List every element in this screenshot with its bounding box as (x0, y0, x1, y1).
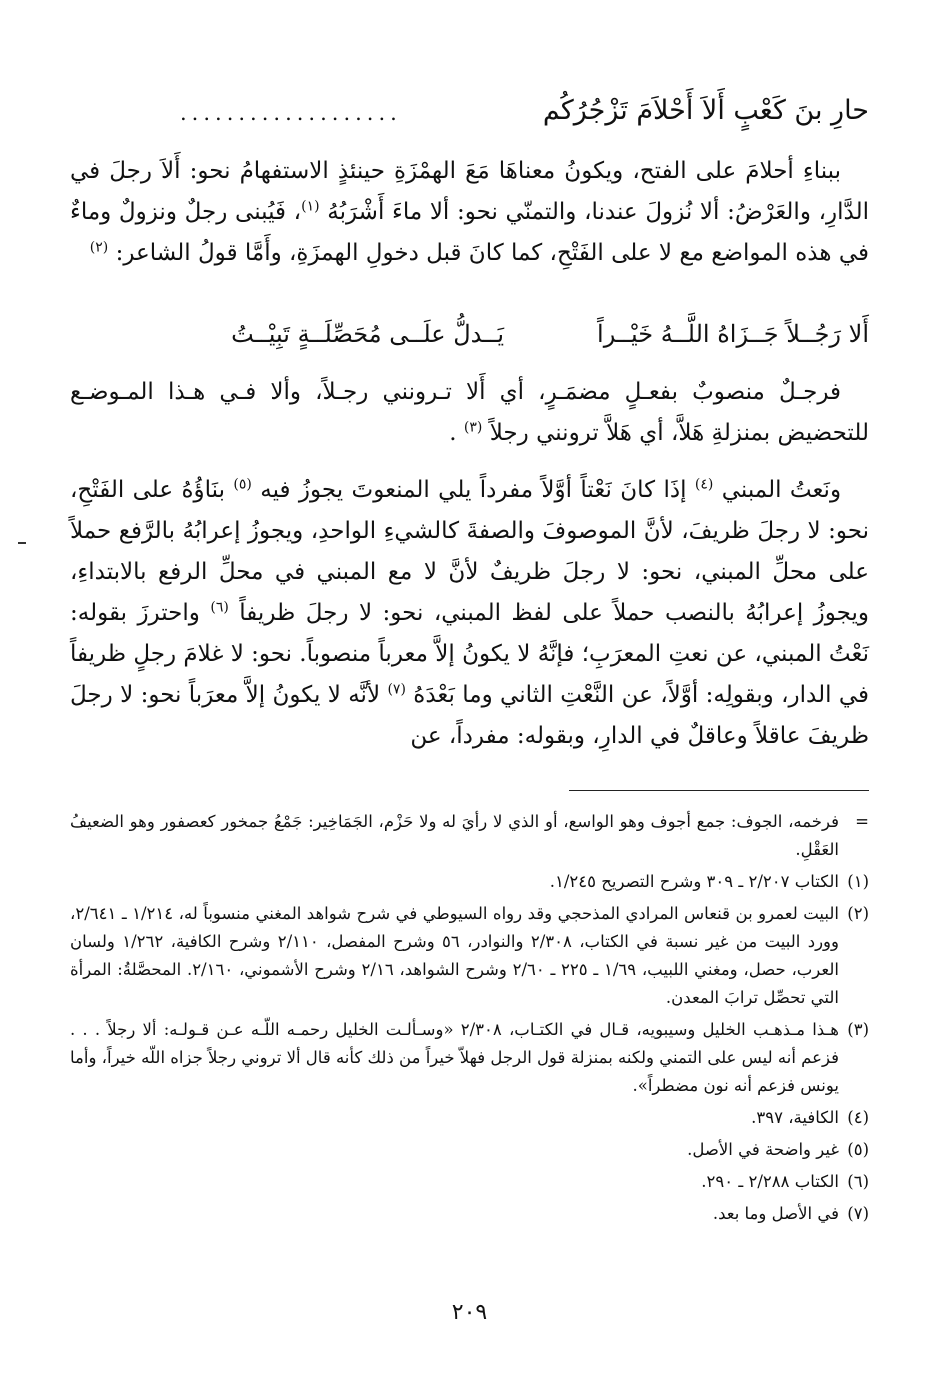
paragraph-text: لأنَّه لا يكونُ إلاَّ معرَباً نحو: لا رجلَ ظريفَ عاقلاً وعاقلٌ في الدارِ، وبقوله: مفرداً، عن (70, 682, 869, 749)
paragraph-text: بنَاؤُهُ على الفَتْحِ، نحو: لا رجلَ ظريفَ، لأنَّ الموصوفَ والصفةَ كالشيءِ الواحدِ، ويجوزُ إعرابُهُ بالرَّفع حملاً على محلِّ المبني، نحو: لا رجلَ ظريفٌ لأنَّ لا مع المبني في محلِّ الرفع بالابتداءِ، ويجوزُ إعرابُهُ بالنصب حملاً على لفظ المبني، نحو: لا رجلَ ظريفاً (70, 477, 870, 626)
paragraph (70, 151, 869, 274)
paragraph-text: . (449, 420, 457, 446)
footnote-ref: (١) (301, 198, 320, 215)
paragraph (70, 470, 869, 757)
footnote-text: غير واضحة في الأصل. (687, 1140, 839, 1159)
footnote-text: الكافية، ٣٩٧. (751, 1108, 839, 1127)
page-number: ٢٠٩ (451, 1300, 488, 1325)
opening-verse (70, 95, 869, 141)
paragraph (70, 372, 869, 454)
paragraph-text: ، فَيُبنى رجلٌ ونزولٌ وماءٌ في هذه المواضع مع لا على الفَتْحِ، كما كانَ قبل دخولِ الهمزَةِ، وأَمَّا قولُ الشاعر: (70, 199, 869, 266)
footnote-marker: (٥) (847, 1140, 869, 1159)
footnote-marker: (٤) (847, 1108, 869, 1127)
paragraph-text: ونَعتُ المبني (721, 477, 842, 503)
footnote-marker: (٧) (847, 1204, 869, 1223)
footnote-marker: (٢) (847, 904, 869, 923)
footnote-marker: (١) (847, 872, 869, 891)
footnote-ref: (٢) (89, 239, 109, 256)
footnote-text: فرخمه، الجوف: جمع أجوف وهو الواسع، أو الذي لا رأيَ له ولا حَزْم، الجَمَاخِير: جَمْعُ جمخور كعصفور وهو الضعيفُ العَقْلِ. (70, 812, 839, 859)
footnote-3 (70, 1016, 869, 1100)
footnote-ref: (٧) (387, 681, 406, 698)
footnote-text: الكتاب ٢/٢٨٨ ـ ٢٩٠. (701, 1172, 839, 1191)
footnote-text: هـذا مـذهـب الخليل وسيبويه، قـال في الكتـاب، ٢/٣٠٨ «وسـألـت الخليل رحمـه اللّـه عـن قـولـه: ألا رجلاً . . . فزعم أنه ليس على التمني ولكنه بمنزلة قول الرجل فهلاّ خيراً من ذلك كأنه قال ألا تروني رجلاً جزاه اللّه خيراً، وأما يونس فزعم أنه نون مضطراً». (70, 1020, 839, 1095)
paragraph-text: إذَا كانَ نَعْتاً أوَّلاً مفرداً يلي المنعوتَ يجوزُ فيه (260, 477, 687, 503)
quoted-verse (70, 320, 869, 364)
ellipsis-dots: ................... (180, 101, 402, 125)
footnote-ref: (٤) (694, 476, 714, 493)
footnote-text: في الأصل وما بعد. (712, 1204, 839, 1223)
footnote-marker: (٦) (847, 1172, 869, 1191)
footnote-marker: = (855, 812, 869, 831)
gutter-mark (18, 542, 26, 544)
footnote-7 (70, 1200, 869, 1228)
footnote-6 (70, 1168, 869, 1196)
footnote-1 (70, 868, 869, 896)
footnote-5 (70, 1136, 869, 1164)
footnote-continued (70, 808, 869, 864)
paragraph-text: فرجـلٌ منصوبٌ بفعـلٍ مضمَـرٍ، أي أَلا تـرونني رجـلاً، وألا فـي هـذا المـوضـع للتحضيض بمنزلةِ هَلاَّ، أي هَلاَّ ترونني رجلاً (70, 379, 869, 446)
footnote-text: الكتاب ٢/٢٠٧ ـ ٣٠٩ وشرح التصريح ١/٢٤٥. (549, 872, 839, 891)
footnote-divider (569, 790, 869, 791)
verse-hemistich: حارِ بنَ كَعْبٍ أَلاَ أَحْلاَمَ تَزْجُرُكُم (542, 95, 869, 126)
footnote-ref: (٦) (210, 599, 229, 616)
verse-hemistich-first: أَلا رَجُــلاً جَــزَاهُ اللَّــهُ خَيْــراً (597, 320, 869, 348)
verse-hemistich-second: يَــدلُّ علَــى مُحَصِّلَــةٍ تَبِيْــتُ (231, 320, 504, 348)
paragraph-text: واحترزَ بقوله: نَعْتُ المبني، عن نعتِ المعرَبِ؛ فإنَّهُ لا يكونُ إلاَّ معرباً منصوباً. نحو: لا غلامَ رجلٍ ظريفاً في الدار، وبقولِه: أوَّلاً، عن النَّعْتِ الثاني وما بَعْدَهُ (69, 600, 870, 708)
paragraph-text: ببناءِ أحلامَ على الفتح، ويكونُ معناهَا مَعَ الهمْزَةِ حينئذٍ الاستفهامُ نحو: أَلاَ رجلَ في الدَّارِ، والعَرْضُ: ألا نُزولَ عندنا، والتمنّي نحو: ألا ماءَ أَشْرَبُهُ (70, 158, 869, 225)
footnote-2 (70, 900, 869, 1012)
footnotes (70, 808, 869, 1232)
footnote-ref: (٣) (463, 419, 483, 436)
footnote-marker: (٣) (847, 1020, 869, 1039)
footnote-ref: (٥) (233, 476, 252, 493)
footnote-4 (70, 1104, 869, 1132)
footnote-text: البيت لعمرو بن قنعاس المرادي المذحجي وقد رواه السيوطي في شرح شواهد المغني منسوباً له، ١/٢١٤ ـ ٢/٦٤١، وورد البيت من غير نسبة في الكتاب، ٢/٣٠٨ والنوادر، ٥٦ وشرح المفصل، ٢/١١٠ وشرح الكافية، ١/٢٦٢ ولسان العرب، حصل، ومغني اللبيب، ١/٦٩ ـ ٢٢٥ ـ ٢/٦٠ وشرح الشواهد، ٢/١٦ وشرح الأشموني، ٢/١٦٠. المحصَّلةُ: المرأة التي تحصِّل ترابَ المعدن. (70, 904, 839, 1007)
